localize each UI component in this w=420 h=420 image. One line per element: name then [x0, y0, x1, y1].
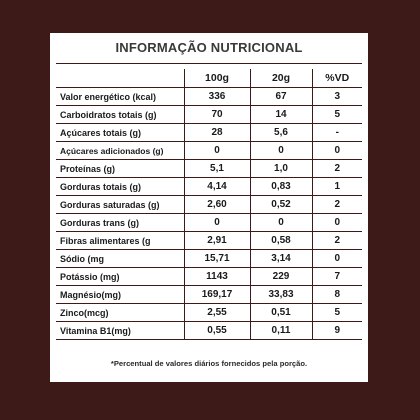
table-row	[56, 106, 362, 124]
header-nutrient	[56, 69, 184, 88]
nutrition-table	[56, 69, 362, 340]
panel-title: INFORMAÇÃO NUTRICIONAL	[115, 40, 303, 55]
nutrition-facts-panel	[50, 33, 368, 382]
nutrient-label: Fibras alimentares (g	[56, 232, 184, 250]
title-divider	[56, 63, 362, 64]
nutrient-label: Magnésio(mg)	[56, 286, 184, 304]
value-100g: 2,91	[184, 232, 250, 250]
value-vd: 0	[312, 142, 362, 160]
value-100g: 2,55	[184, 304, 250, 322]
value-100g: 15,71	[184, 250, 250, 268]
nutrient-label: Gorduras totais (g)	[56, 178, 184, 196]
value-20g: 33,83	[250, 286, 312, 304]
table-row	[56, 250, 362, 268]
value-vd: 9	[312, 322, 362, 340]
value-20g: 0,11	[250, 322, 312, 340]
value-20g: 0,52	[250, 196, 312, 214]
value-100g: 28	[184, 124, 250, 142]
value-100g: 0,55	[184, 322, 250, 340]
value-vd: 2	[312, 160, 362, 178]
nutrient-label: Açúcares adicionados (g)	[56, 142, 184, 160]
nutrient-label: Gorduras trans (g)	[56, 214, 184, 232]
value-100g: 1143	[184, 268, 250, 286]
table-row	[56, 142, 362, 160]
value-100g: 0	[184, 214, 250, 232]
value-100g: 4,14	[184, 178, 250, 196]
value-100g: 2,60	[184, 196, 250, 214]
value-20g: 0	[250, 142, 312, 160]
table-header-row	[56, 69, 362, 88]
nutrient-label: Proteínas (g)	[56, 160, 184, 178]
table-row	[56, 124, 362, 142]
table-row	[56, 214, 362, 232]
value-20g: 0,83	[250, 178, 312, 196]
table-row	[56, 304, 362, 322]
table-row	[56, 286, 362, 304]
value-20g: 0	[250, 214, 312, 232]
nutrient-label: Vitamina B1(mg)	[56, 322, 184, 340]
header-20g: 20g	[250, 69, 312, 88]
value-vd: 1	[312, 178, 362, 196]
footnote: *Percentual de valores diários fornecidos pela porção.	[110, 359, 308, 368]
value-20g: 5,6	[250, 124, 312, 142]
nutrient-label: Açúcares totais (g)	[56, 124, 184, 142]
nutrient-label: Potássio (mg)	[56, 268, 184, 286]
nutrient-label: Carboidratos totais (g)	[56, 106, 184, 124]
value-vd: 3	[312, 88, 362, 106]
table-row	[56, 322, 362, 340]
value-vd: 7	[312, 268, 362, 286]
nutrient-label: Valor energético (kcal)	[56, 88, 184, 106]
header-100g: 100g	[184, 69, 250, 88]
value-100g: 0	[184, 142, 250, 160]
value-vd: 5	[312, 106, 362, 124]
value-vd: 0	[312, 250, 362, 268]
value-20g: 0,58	[250, 232, 312, 250]
value-vd: 5	[312, 304, 362, 322]
table-row	[56, 196, 362, 214]
value-vd: 2	[312, 196, 362, 214]
table-row	[56, 178, 362, 196]
value-20g: 229	[250, 268, 312, 286]
value-100g: 169,17	[184, 286, 250, 304]
value-20g: 0,51	[250, 304, 312, 322]
value-100g: 70	[184, 106, 250, 124]
value-20g: 67	[250, 88, 312, 106]
table-row	[56, 232, 362, 250]
nutrient-label: Sódio (mg	[56, 250, 184, 268]
value-20g: 14	[250, 106, 312, 124]
header-vd: %VD	[312, 69, 362, 88]
value-vd: -	[312, 124, 362, 142]
table-row	[56, 88, 362, 106]
value-vd: 0	[312, 214, 362, 232]
value-20g: 1,0	[250, 160, 312, 178]
value-100g: 5,1	[184, 160, 250, 178]
value-100g: 336	[184, 88, 250, 106]
nutrient-label: Zinco(mcg)	[56, 304, 184, 322]
nutrient-label: Gorduras saturadas (g)	[56, 196, 184, 214]
value-20g: 3,14	[250, 250, 312, 268]
table-row	[56, 268, 362, 286]
value-vd: 2	[312, 232, 362, 250]
table-row	[56, 160, 362, 178]
value-vd: 8	[312, 286, 362, 304]
